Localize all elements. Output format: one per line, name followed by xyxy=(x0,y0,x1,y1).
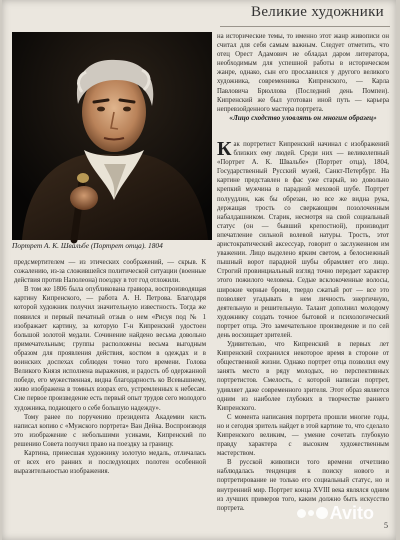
right-paragraph-2: Удивительно, что Кипренский в первых лет Кипренский сохранился некоторое время в стороне от общественной жизни. Однако портрет отца позволил ему занять место в ряду молодых, но перспективных портретистов. Смелость, с которой написан портрет, удивляет даже современного зрителя. Этот образ является одним из наиболее глубоких в творчестве раннего Кипренского. xyxy=(217,341,389,412)
header-rule xyxy=(220,26,390,27)
left-paragraph-2: В том же 1806 была опубликована гравюра, воспроизводящая картину Кипренского, — работа А. Н. Петрова. Благодаря которой художник получил значительную известность. Тогда же появился и первый печатный отзыв о нем «Рисуя под № 1 изображает картину, за которую Г-н Кипренский удостоен большой золотой медали. Сочинение найдено весьма довольно примечательным; группы расположены весьма выгодным образом для проявления действия, костюм в одеждах и в воинских доспехах соблюден точно того времени. Голова Великого Князя исполнена выражения, и радость об одержанной победе, его мужественная, видна благодарность ко Всевышнему, живо изображена в томных взорах его, устремленных к небесам. Сие первое произведение есть первый опыт трудов сего молодого художника, подающего о себе большую надежду». xyxy=(14,286,206,412)
left-text-column xyxy=(14,258,206,534)
portrait-painting-svg xyxy=(12,32,212,240)
right-paragraph-1 xyxy=(217,140,389,340)
drop-cap: К xyxy=(217,138,232,160)
avito-logo-dots-icon xyxy=(297,507,328,519)
avito-watermark-text: Avito xyxy=(329,502,374,523)
right-paragraph-1-text: ак портретист Кипренский начинал с изображений близких ему людей. Среди них — великолепный «Портрет А. К. Швальбе» (Портрет отца), 1804, Государственный Русский музей, Санкт-Петербург. На картине представлен в фас уже старый, но довольно крепкий мужчина в парадной меховой шубе. Портрет полуудлин, как бы обрезан, но все же видна рука, держащая трость со сверкающим позолоченным набалдашником. Старик, несмотря на свой социальный статус (он — бывший крепостной), производит впечатление сильной волевой натуры. Трость, этот аристократический аксессуар, говорит о заслуженном им уважении. Лицо выделено ярким светом, а белоснежный пышный ворот парадной шубы обрамляет его лицо. Строгий провинциальный взгляд точно передает характер этого пожилого человека. Седые всклокоченные волосы, широкие черные брови, твердо сжатый рот — все это позволяет угадывать в нем личность энергичную, деятельную и решительную. Талант дополнил молодому художнику создать точное бытовой и психологический портрет отца. Это замечательное произведение и по сей день восхищает зрителей. xyxy=(217,141,389,339)
section-heading: «Лицо сходство уловлять он многим образец» xyxy=(229,114,377,122)
left-paragraph-4: Картина, принесшая художнику золотую медаль, отличалась от всех его ранних и последующих полотен особенной выразительностью изображения. xyxy=(14,449,206,476)
portrait-caption: Портрет А. К. Швальбе (Портрет отца). 1804 xyxy=(12,241,163,250)
page-number: 5 xyxy=(384,521,388,530)
right-text-column xyxy=(217,140,389,534)
hand xyxy=(70,186,98,210)
intro-paragraph: на исторические темы, то именно этот жанр живописи он считал для себя самым важным. Следует отметить, что отец Орест Адамович не обладал даром литератора, необходимым для успешной работы в историческом жанре, однако, сын его прославился у другого великого художника, современника Кипренского, — Карла Павловича Брюллова (Последний день Помпеи). Кипренский же был уготован иной путь — карьера непревзойденного мастера портрета. xyxy=(217,33,389,113)
right-paragraph-3: С момента написания портрета прошли многие годы, но и сегодня зритель найдет в этой картине то, что сделало Кипренского великим, — умение сочетать глубокую правду характера с высоким художественным мастерством. xyxy=(217,413,389,458)
right-paragraph-4: В русской живописи того времени отчетливо наблюдалась тенденция к поиску нового и портретирование не только его социальный статус, но и внутренний мир. Портрет конца XVIII века являлся одним из лучших примеров того, каким должно быть искусство портрета. xyxy=(217,459,389,512)
left-paragraph-3: Тому ранее по поручению президента Академии кисть написал копию с «Мужского портрета» Ван Дейка. Воспроизводя это изображение с небольшими усиками, Кипренский по решению Совета получил право на поездку за границу. xyxy=(14,413,206,448)
cane-knob xyxy=(77,173,89,183)
intro-text-column xyxy=(217,32,389,113)
avito-watermark xyxy=(294,498,374,528)
portrait-painting xyxy=(12,32,212,240)
left-paragraph-1: предсмертителем — из этических соображений, — скрыв. К сожалению, из-за сложившейся политической ситуации (военные действия против Наполеона) поездку в тот год отложили. xyxy=(14,259,206,285)
magazine-page xyxy=(2,0,396,540)
running-header-title: Великие художники xyxy=(251,4,384,20)
